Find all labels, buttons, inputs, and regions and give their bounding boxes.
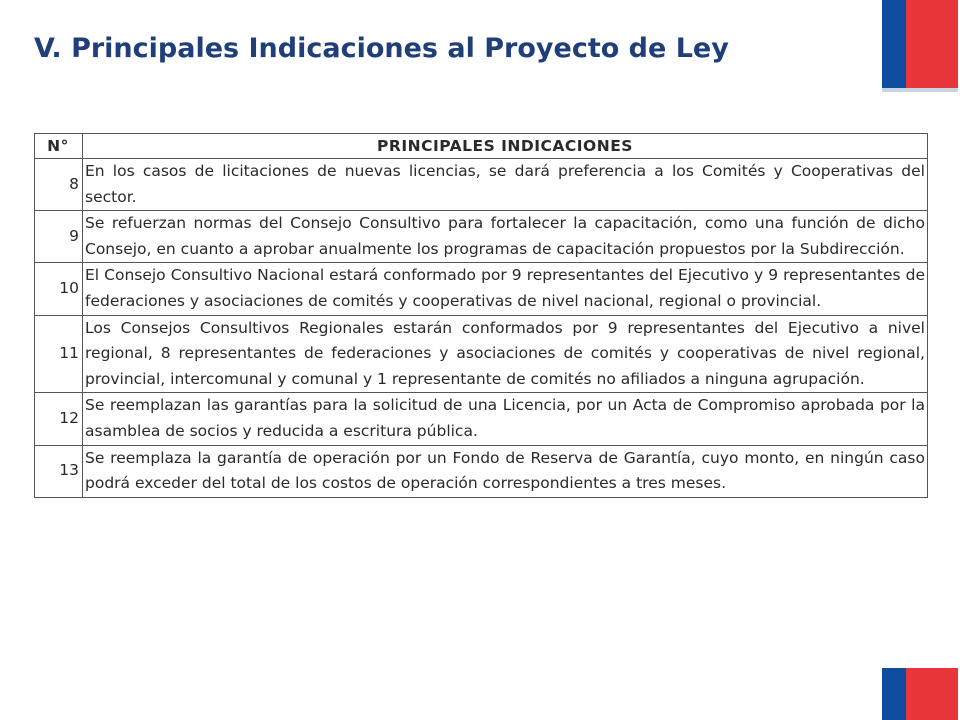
- flag-red-stripe: [906, 0, 958, 88]
- flag-red-stripe: [906, 668, 958, 720]
- header-number: N°: [35, 134, 83, 159]
- chile-flag-logo-bottom: [882, 668, 958, 720]
- row-text: Se reemplaza la garantía de operación por un Fondo de Reserva de Garantía, cuyo monto, en ningún caso podrá exceder del total de los costos de operación correspondientes a tres meses.: [83, 445, 928, 497]
- indicaciones-table-wrapper: [34, 133, 928, 498]
- row-number: 9: [35, 211, 83, 263]
- table-row: [35, 159, 928, 211]
- flag-blue-stripe: [882, 668, 906, 720]
- row-number: 8: [35, 159, 83, 211]
- row-number: 13: [35, 445, 83, 497]
- row-text: En los casos de licitaciones de nuevas licencias, se dará preferencia a los Comités y Cooperativas del sector.: [83, 159, 928, 211]
- row-number: 12: [35, 393, 83, 445]
- row-text: Se reemplazan las garantías para la solicitud de una Licencia, por un Acta de Compromiso aprobada por la asamblea de socios y reducida a escritura pública.: [83, 393, 928, 445]
- table-row: [35, 263, 928, 315]
- header-indicaciones: PRINCIPALES INDICACIONES: [83, 134, 928, 159]
- slide-title: V. Principales Indicaciones al Proyecto de Ley: [34, 33, 729, 64]
- table-header-row: [35, 134, 928, 159]
- flag-blue-stripe: [882, 0, 906, 88]
- chile-flag-logo-top: [882, 0, 958, 92]
- row-text: Se refuerzan normas del Consejo Consultivo para fortalecer la capacitación, como una función de dicho Consejo, en cuanto a aprobar anualmente los programas de capacitación propuestos por la Subdirección.: [83, 211, 928, 263]
- row-number: 11: [35, 315, 83, 393]
- table-row: [35, 393, 928, 445]
- row-text: El Consejo Consultivo Nacional estará conformado por 9 representantes del Ejecutivo y 9 representantes de federaciones y asociaciones de comités y cooperativas de nivel nacional, regional o provincial.: [83, 263, 928, 315]
- row-text: Los Consejos Consultivos Regionales estarán conformados por 9 representantes del Ejecutivo a nivel regional, 8 representantes de federaciones y asociaciones de comités y cooperativas de nivel regional, provincial, intercomunal y comunal y 1 representante de comités no afiliados a ninguna agrupación.: [83, 315, 928, 393]
- table-row: [35, 211, 928, 263]
- table-row: [35, 315, 928, 393]
- table-row: [35, 445, 928, 497]
- row-number: 10: [35, 263, 83, 315]
- indicaciones-table: [34, 133, 928, 498]
